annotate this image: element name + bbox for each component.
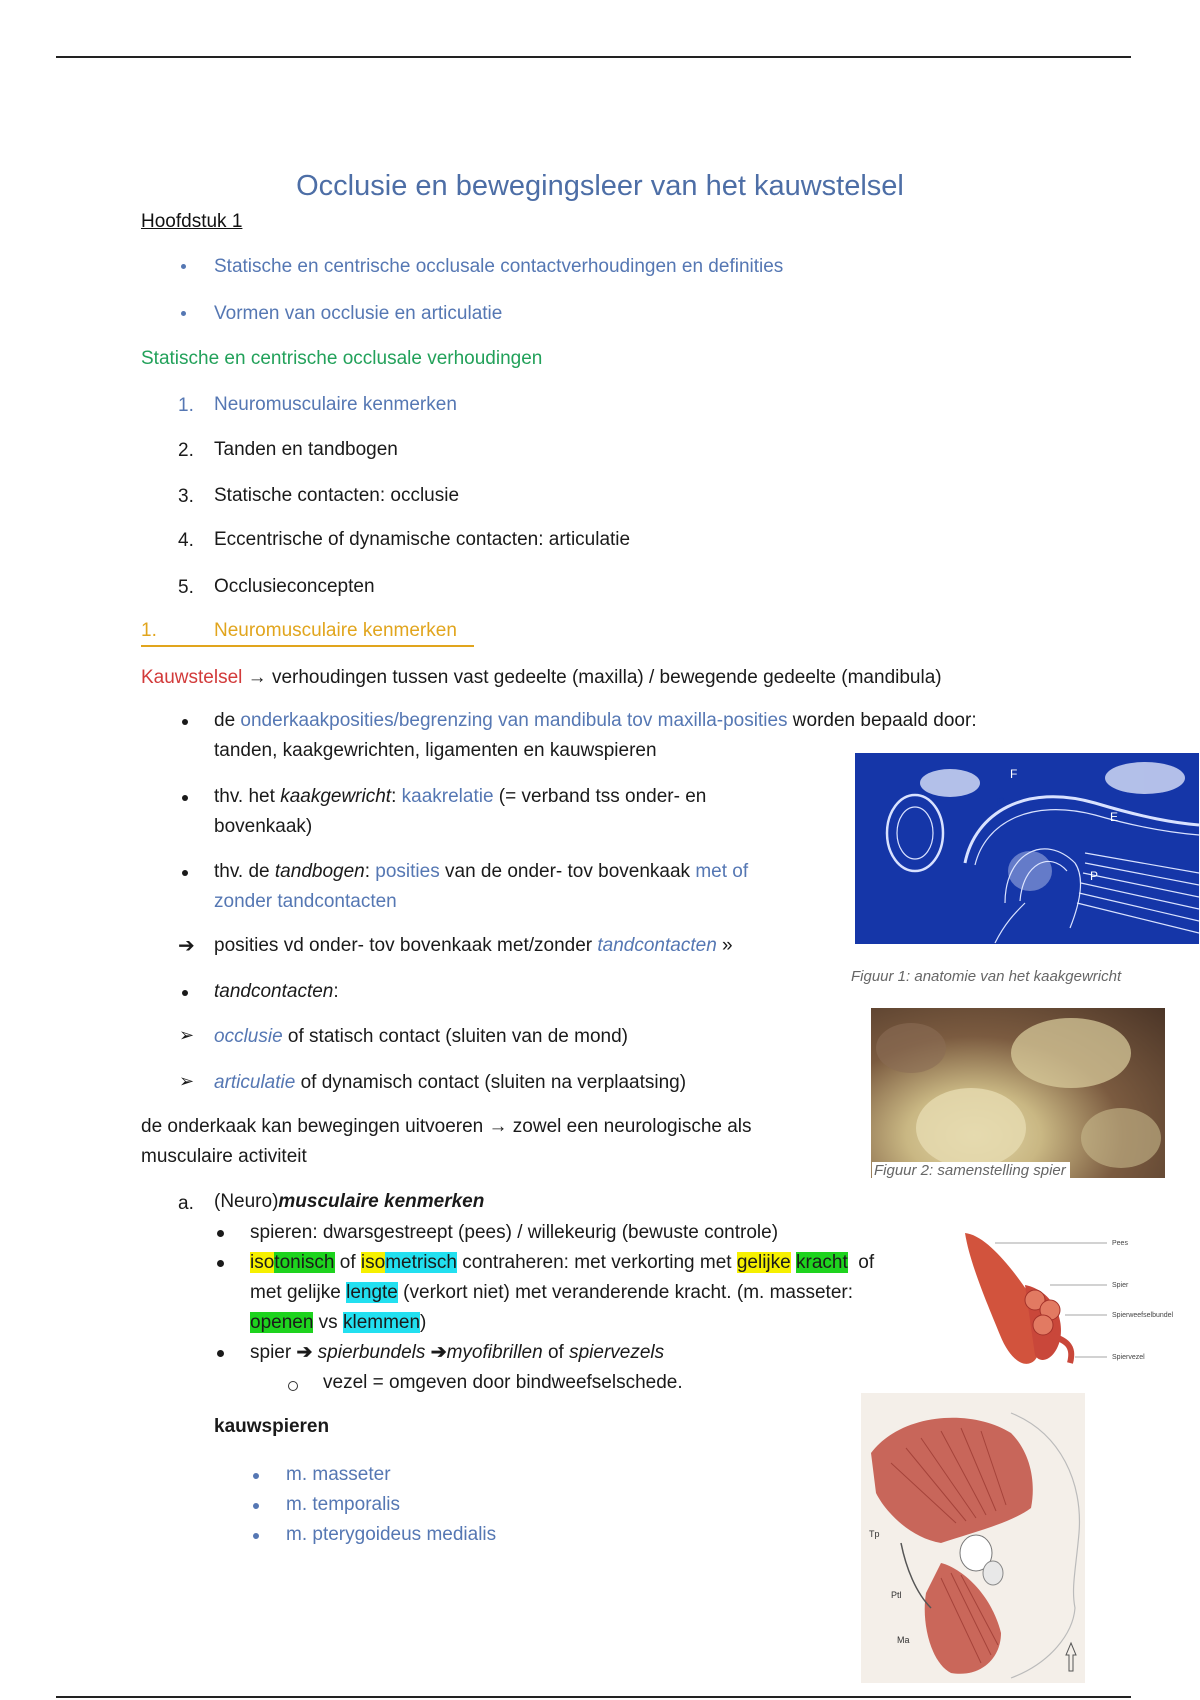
- arrow-icon: ➔: [296, 1342, 313, 1363]
- arrow-icon: ➔: [430, 1342, 447, 1363]
- list-letter: a.: [178, 1193, 194, 1214]
- text-run: spier: [250, 1342, 297, 1363]
- bottom-rule: [56, 1696, 1131, 1698]
- text-run: de: [214, 710, 241, 731]
- text-run-italic: kaakgewricht: [280, 786, 392, 807]
- subsection-title: Neuromusculaire kenmerken: [214, 620, 457, 641]
- text-run: worden bepaald door:: [787, 710, 977, 731]
- text-run-italic: tandcontacten: [597, 935, 717, 956]
- text-run: of: [542, 1342, 570, 1363]
- text-run: van de onder- tov bovenkaak: [439, 861, 696, 882]
- bullet-dot: [253, 1533, 259, 1539]
- list-number: 3.: [178, 486, 194, 507]
- bullet-text: [214, 977, 339, 1007]
- kauwspieren-heading: kauwspieren: [214, 1416, 330, 1437]
- bullet-dot: [217, 1230, 224, 1237]
- highlight-cyan: klemmen: [342, 1312, 421, 1333]
- bullet-text-line2: zonder tandcontacten: [214, 891, 397, 912]
- figure-muscle-photo: [871, 1008, 1165, 1178]
- figure-caption: Figuur 2: samenstelling spier: [872, 1162, 1070, 1179]
- list-number: 5.: [178, 577, 194, 598]
- text-run: of dynamisch contact (sluiten na verplaatsing): [295, 1072, 687, 1093]
- bullet-text: [214, 857, 748, 887]
- text-run: thv. de: [214, 861, 275, 882]
- muscle-item: m. temporalis: [286, 1494, 401, 1515]
- figure-caption: Figuur 1: anatomie van het kaakgewricht: [851, 968, 1122, 985]
- bullet-text-line2: bovenkaak): [214, 816, 313, 837]
- text-run: thv. het: [214, 786, 281, 807]
- paragraph-line: musculaire activiteit: [141, 1146, 307, 1167]
- arrow-up-icon: [1066, 1643, 1076, 1671]
- text-run: vs: [313, 1312, 343, 1333]
- figure-muscle-structure: [955, 1225, 1180, 1375]
- face-label: Ma: [897, 1635, 910, 1645]
- arrow-line-text: [214, 931, 733, 961]
- a-heading: [214, 1187, 484, 1217]
- fig1-label: E: [1110, 810, 1119, 824]
- text-run: (= verband tss onder- en: [493, 786, 707, 807]
- a-item-line2: [250, 1278, 853, 1308]
- chapter-heading: Hoofdstuk 1: [141, 211, 243, 232]
- bullet-dot: [253, 1503, 259, 1509]
- page-title: Occlusie en bewegingsleer van het kauwstelsel: [296, 170, 904, 202]
- face-label: Ptl: [891, 1590, 902, 1600]
- highlight-green: kracht: [796, 1252, 848, 1273]
- text-run: »: [716, 935, 733, 956]
- kauwstelsel-text: verhoudingen tussen vast gedeelte (maxilla) / bewegende gedeelte (mandibula): [271, 667, 942, 688]
- text-run: of: [334, 1252, 361, 1273]
- bullet-dot: [182, 870, 188, 876]
- text-run: (verkort niet) met veranderende kracht. (m. masseter:: [397, 1282, 853, 1303]
- list-item: Statische contacten: occlusie: [214, 485, 460, 506]
- kauwstelsel-term: Kauwstelsel: [141, 667, 243, 688]
- list-item: Eccentrische of dynamische contacten: articulatie: [214, 529, 631, 550]
- bullet-text: [214, 782, 706, 812]
- muscle-label: Spierweefselbundel: [1112, 1312, 1174, 1319]
- paragraph-line: de onderkaak kan bewegingen uitvoeren → zowel een neurologische als: [141, 1116, 752, 1137]
- list-item: Tanden en tandbogen: [214, 439, 398, 460]
- muscle-label: Spier: [1112, 1282, 1129, 1289]
- text-run-italic: tandcontacten: [214, 981, 334, 1002]
- highlight-cyan: lengte: [346, 1282, 398, 1303]
- text-run-italic: tandbogen: [274, 861, 365, 882]
- muscle-label: Pees: [1112, 1240, 1128, 1247]
- text-run-italic: spierbundels: [312, 1342, 431, 1363]
- text-run: :: [364, 861, 376, 882]
- a-item: [250, 1248, 874, 1278]
- muscle-item: m. pterygoideus medialis: [286, 1524, 497, 1545]
- fig1-label: D: [997, 795, 1006, 809]
- text-run: met gelijke: [250, 1282, 347, 1303]
- a-subitem: vezel = omgeven door bindweefselschede.: [323, 1372, 683, 1393]
- bullet-dot: [182, 990, 188, 996]
- text-run-bold-italic: musculaire kenmerken: [278, 1191, 485, 1212]
- topic-item: Statische en centrische occlusale contactverhoudingen en definities: [214, 256, 784, 277]
- highlight-yellow: gelijke: [736, 1252, 791, 1273]
- a-item-line3: [250, 1308, 426, 1338]
- list-number: 1.: [178, 395, 194, 416]
- text-run-blue: met of: [695, 861, 749, 882]
- highlight-green: tonisch: [274, 1252, 335, 1273]
- figure-jaw-joint-image: [855, 753, 1199, 944]
- topic-item: Vormen van occlusie en articulatie: [214, 303, 503, 324]
- list-number: 4.: [178, 530, 194, 551]
- text-run: posities vd onder- tov bovenkaak met/zonder: [214, 935, 598, 956]
- kauwstelsel-line: [141, 663, 942, 693]
- bullet-dot: [182, 719, 188, 725]
- arrow-icon: →: [247, 667, 267, 688]
- section-heading: Statische en centrische occlusale verhoudingen: [141, 348, 543, 369]
- bullet-dot: [217, 1260, 224, 1267]
- text-run: :: [391, 786, 402, 807]
- fig1-label: F: [1010, 767, 1018, 781]
- text-run: of: [847, 1252, 875, 1273]
- a-item: spieren: dwarsgestreept (pees) / willekeurig (bewuste controle): [250, 1222, 779, 1243]
- a-item: [250, 1338, 664, 1368]
- fig1-label: P: [1090, 869, 1099, 883]
- text-run: contraheren: met verkorting met: [457, 1252, 737, 1273]
- text-run: :: [333, 981, 339, 1002]
- text-run-blue: kaakrelatie: [401, 786, 494, 807]
- highlight-cyan: metrisch: [385, 1252, 457, 1273]
- highlight-yellow: iso: [250, 1252, 275, 1273]
- circle-bullet-icon: [288, 1381, 298, 1391]
- text-run: (Neuro): [214, 1191, 279, 1212]
- bullet-dot: [253, 1473, 259, 1479]
- bullet-text: [214, 706, 977, 736]
- figure-face-muscles: [861, 1393, 1085, 1683]
- arrowhead-icon: ➢: [179, 1025, 195, 1045]
- highlight-yellow: iso: [360, 1252, 386, 1273]
- arrow-icon: ➔: [178, 935, 195, 957]
- sub-bullet-text: [214, 1068, 686, 1098]
- text-run-italic: myofibrillen: [446, 1342, 543, 1363]
- list-item: Occlusieconcepten: [214, 576, 375, 597]
- bullet-dot: [217, 1350, 224, 1357]
- text-run-italic: occlusie: [214, 1026, 283, 1047]
- text-run-italic: spiervezels: [569, 1342, 665, 1363]
- bullet-dot: [181, 311, 186, 316]
- top-rule: [56, 56, 1131, 58]
- highlight-green: openen: [250, 1312, 314, 1333]
- subsection-number: 1.: [141, 620, 157, 641]
- arrowhead-icon: ➢: [179, 1071, 195, 1091]
- muscle-item: m. masseter: [286, 1464, 391, 1485]
- subsection-heading: [141, 617, 474, 647]
- text-run-blue: onderkaakposities/begrenzing van mandibula tov maxilla-posities: [240, 710, 788, 731]
- muscle-label: Spiervezel: [1112, 1354, 1145, 1361]
- text-run-blue: posities: [375, 861, 440, 882]
- bullet-text-line2: tanden, kaakgewrichten, ligamenten en kauwspieren: [214, 740, 657, 761]
- face-label: Tp: [869, 1529, 880, 1539]
- text-run: of statisch contact (sluiten van de mond): [282, 1026, 628, 1047]
- text-run-italic: articulatie: [214, 1072, 296, 1093]
- list-number: 2.: [178, 440, 194, 461]
- sub-bullet-text: [214, 1022, 628, 1052]
- list-item: Neuromusculaire kenmerken: [214, 394, 457, 415]
- text-run: ): [420, 1312, 427, 1333]
- bullet-dot: [182, 795, 188, 801]
- bullet-dot: [181, 264, 186, 269]
